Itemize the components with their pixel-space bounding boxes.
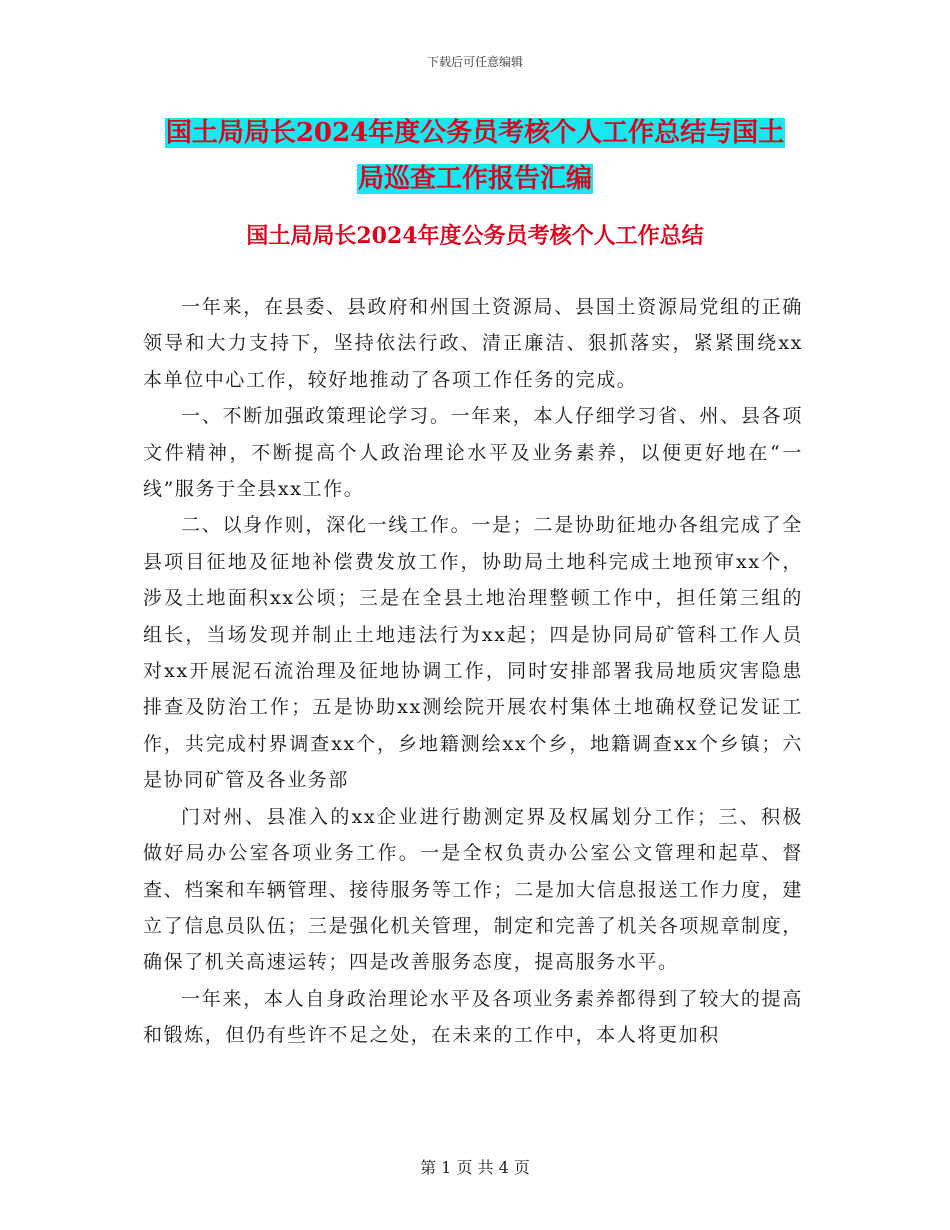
section-title: 国土局局长2024年度公务员考核个人工作总结 <box>246 223 704 249</box>
body-text <box>143 289 803 1054</box>
document-title <box>0 110 950 202</box>
title-line-1: 国土局局长2024年度公务员考核个人工作总结与国土 <box>165 118 785 148</box>
paragraph: 一年来，本人自身政治理论水平及各项业务素养都得到了较大的提高和锻炼，但仍有些许不足之处，在未来的工作中，本人将更加积 <box>143 987 803 1047</box>
page-footer: 第 1 页 共 4 页 <box>420 1158 530 1177</box>
paragraph: 一年来，在县委、县政府和州国土资源局、县国土资源局党组的正确领导和大力支持下，坚持依法行政、清正廉洁、狠抓落实，紧紧围绕xx本单位中心工作，较好地推动了各项工作任务的完成。 <box>143 296 803 391</box>
paragraph: 门对州、县准入的xx企业进行勘测定界及权属划分工作；三、积极做好局办公室各项业务工作。一是全权负责办公室公文管理和起草、督查、档案和车辆管理、接待服务等工作；二是加大信息报送工作力度，建立了信息员队伍；三是强化机关管理，制定和完善了机关各项规章制度，确保了机关高速运转；四是改善服务态度，提高服务水平。 <box>143 805 803 974</box>
paragraph: 一、不断加强政策理论学习。一年来，本人仔细学习省、州、县各项文件精神，不断提高个人政治理论水平及业务素养，以便更好地在“一线”服务于全县xx工作。 <box>143 405 803 501</box>
title-line-2: 局巡查工作报告汇编 <box>357 164 592 194</box>
header-note: 下载后可任意编辑 <box>426 55 523 69</box>
paragraph: 二、以身作则，深化一线工作。一是；二是协助征地办各组完成了全县项目征地及征地补偿费发放工作，协助局土地科完成土地预审xx个，涉及土地面积xx公顷；三是在全县土地治理整顿工作中，担任第三组的组长，当场发现并制止土地违法行为xx起；四是协同局矿管科工作人员对xx开展泥石流治理及征地协调工作，同时安排部署我局地质灾害隐患排查及防治工作；五是协助xx测绘院开展农村集体土地确权登记发证工作，共完成村界调查xx个，乡地籍测绘xx个乡，地籍调查xx个乡镇；六是协同矿管及各业务部 <box>143 514 803 792</box>
